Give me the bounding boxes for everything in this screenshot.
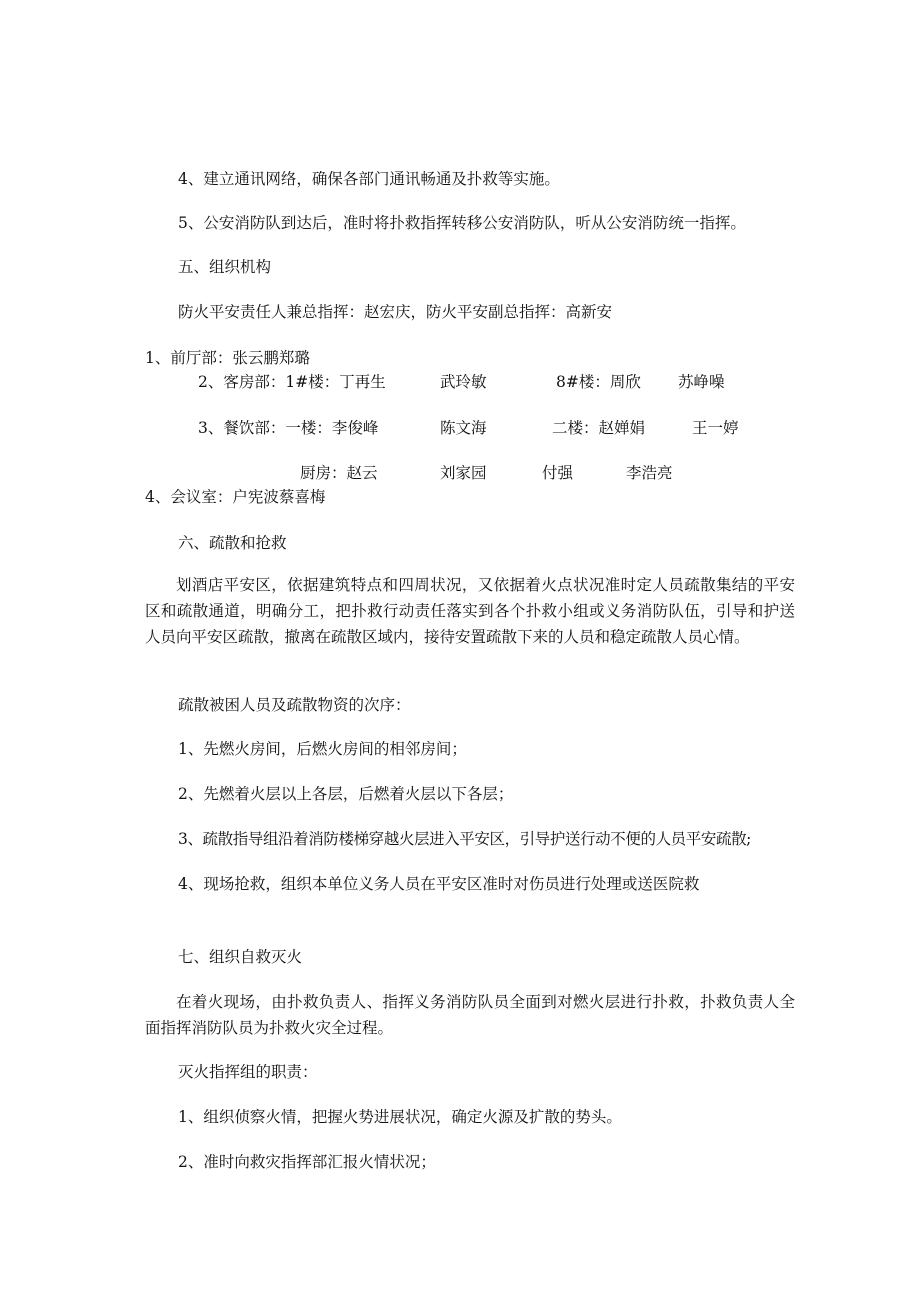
firefighting-duties-heading: 灭火指挥组的职责： <box>178 1063 318 1081</box>
dept-housekeeping-member: 武玲敏 <box>440 373 487 391</box>
dept-front-desk: 1、前厅部：张云鹏郑璐 <box>145 349 310 367</box>
evacuation-order-item: 2、先燃着火层以上各层，后燃着火层以下各层； <box>178 785 514 803</box>
firefighting-duty-item: 2、准时向救灾指挥部汇报火情状况； <box>178 1153 436 1171</box>
evacuation-order-item: 4、现场抢救，组织本单位义务人员在平安区准时对伤员进行处理或送医院救 <box>178 875 700 893</box>
section-heading-self-rescue: 七、组织自救灭火 <box>178 948 303 966</box>
commander-line: 防火平安责任人兼总指挥：赵宏庆，防火平安副总指挥：高新安 <box>178 303 613 321</box>
firefighting-duty-item: 1、组织侦察火情，把握火势进展状况，确定火源及扩散的势头。 <box>178 1108 622 1126</box>
dept-housekeeping-label: 2、客房部：1#楼：丁再生 <box>198 373 386 391</box>
dept-kitchen-member: 刘家园 <box>440 464 487 482</box>
item-communication-network: 4、建立通讯网络，确保各部门通讯畅通及扑救等实施。 <box>178 170 560 188</box>
self-rescue-paragraph: 在着火现场，由扑救负责人、指挥义务消防队员全面到对燃火层进行扑救，扑救负责人全面指挥消防队员为扑救火灾全过程。 <box>145 993 795 1037</box>
evacuation-paragraph: 划酒店平安区，依据建筑特点和四周状况，又依据着火点状况准时定人员疏散集结的平安区和疏散通道，明确分工，把扑救行动责任落实到各个扑救小组或义务消防队伍，引导和护送人员向平安区疏散，撤离在疏散区域内，接待安置疏散下来的人员和稳定疏散人员心情。 <box>145 576 795 646</box>
evacuation-order-item: 1、先燃火房间，后燃火房间的相邻房间； <box>178 740 467 758</box>
dept-kitchen-member: 付强 <box>542 464 574 482</box>
dept-catering-label: 3、餐饮部：一楼：李俊峰 <box>198 419 379 437</box>
dept-kitchen-member: 李浩亮 <box>626 464 673 482</box>
dept-housekeeping-label-8: 8#楼：周欣 <box>556 373 641 391</box>
evacuation-order-heading: 疏散被困人员及疏散物资的次序： <box>178 696 411 714</box>
item-public-security-handover: 5、公安消防队到达后，准时将扑救指挥转移公安消防队，听从公安消防统一指挥。 <box>178 214 746 232</box>
dept-catering-member: 王一婷 <box>692 419 739 437</box>
dept-catering-member: 陈文海 <box>440 419 487 437</box>
dept-kitchen-label: 厨房：赵云 <box>300 464 378 482</box>
section-heading-evacuation: 六、疏散和抢救 <box>178 534 287 552</box>
section-heading-organization: 五、组织机构 <box>178 258 272 276</box>
evacuation-order-item: 3、疏散指导组沿着消防楼梯穿越火层进入平安区，引导护送行动不便的人员平安疏散; <box>178 830 751 848</box>
dept-housekeeping-member: 苏峥噪 <box>678 373 725 391</box>
dept-meeting-room: 4、会议室：户宪波蔡喜梅 <box>145 488 326 506</box>
dept-catering-label-2: 二楼：赵婵娟 <box>552 419 646 437</box>
